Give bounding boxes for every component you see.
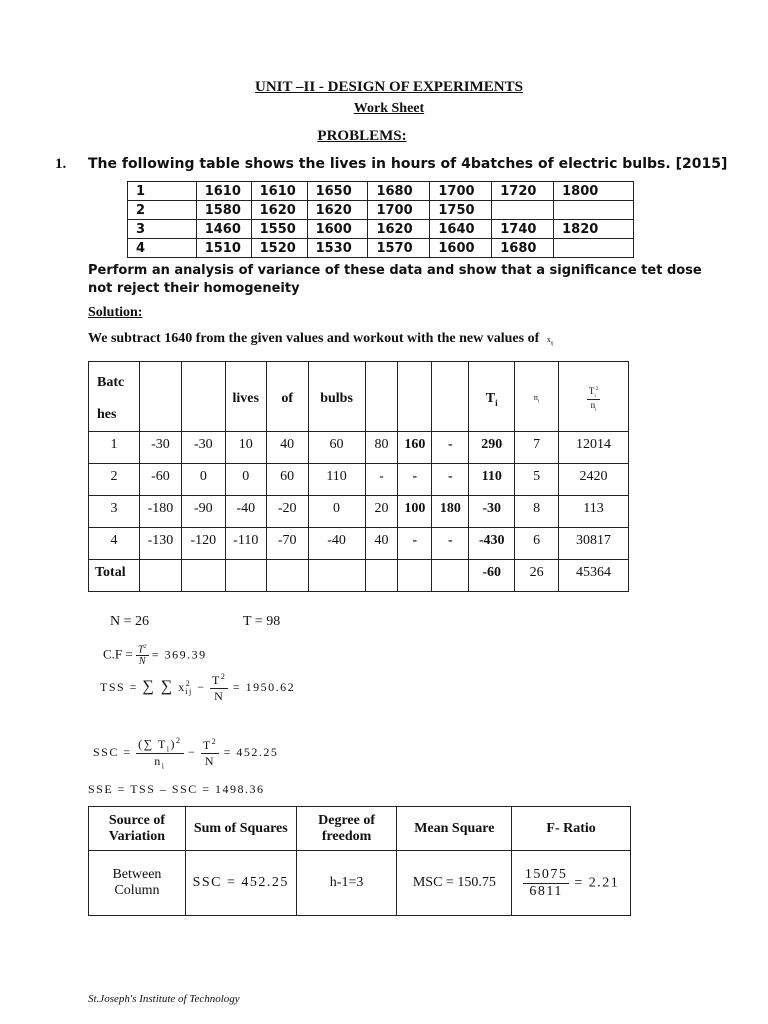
coded-value-cell: 100 [398, 496, 432, 528]
ni-cell: 6 [515, 528, 559, 560]
life-value-cell: 1650 [307, 182, 368, 201]
coded-value-cell: 10 [225, 432, 266, 464]
anova-f-ratio: $\frac{15075}{6811}$ = 2.21 [512, 851, 631, 916]
coded-value-cell: -40 [225, 496, 266, 528]
bulb-lives-row [128, 239, 634, 258]
coded-value-cell: 60 [266, 464, 308, 496]
xij-symbol: $x_{ij}$ [546, 335, 554, 347]
ni-cell: 5 [515, 464, 559, 496]
total-blank-cell [308, 560, 365, 592]
coded-value-cell: - [432, 464, 469, 496]
coded-value-cell: 110 [308, 464, 365, 496]
coded-value-cell: 0 [181, 464, 225, 496]
anova-header-row [89, 807, 631, 851]
anova-header-df: Degree of freedom [296, 807, 397, 851]
life-value-cell [554, 239, 634, 258]
anova-table [88, 806, 631, 916]
n-value: N = 26 [110, 614, 150, 629]
ti2-over-ni-cell: 113 [559, 496, 629, 528]
life-value-cell: 1600 [307, 220, 368, 239]
total-blank-cell [266, 560, 308, 592]
batch-number-cell: 1 [128, 182, 197, 201]
coded-total-row [89, 560, 629, 592]
footer-institution: St.Joseph's Institute of Technology [88, 993, 240, 1005]
life-value-cell: 1510 [196, 239, 251, 258]
coded-value-cell: -90 [181, 496, 225, 528]
life-value-cell [554, 201, 634, 220]
coded-value-cell: - [398, 464, 432, 496]
header-ti2-over-ni: $\frac{T_i^2}{n_i}$ [559, 362, 629, 432]
bulb-lives-table [127, 181, 634, 258]
life-value-cell: 1680 [492, 239, 554, 258]
life-value-cell: 1620 [251, 201, 307, 220]
total-ni: 26 [515, 560, 559, 592]
t-value: T = 98 [243, 614, 281, 629]
life-value-cell: 1520 [251, 239, 307, 258]
anova-msc: MSC = 150.75 [397, 851, 512, 916]
coded-row [89, 464, 629, 496]
life-value-cell: 1580 [196, 201, 251, 220]
problem-statement: The following table shows the lives in hours of 4batches of electric bulbs. [2015] [88, 156, 728, 172]
anova-ssc: SSC = 452.25 [185, 851, 296, 916]
problems-heading: PROBLEMS: [317, 128, 407, 144]
life-value-cell: 1820 [554, 220, 634, 239]
batch-number-cell: 2 [89, 464, 140, 496]
anova-header-f-ratio: F- Ratio [512, 807, 631, 851]
total-ratio: 45364 [559, 560, 629, 592]
coded-value-cell: - [365, 464, 398, 496]
problem-number: 1. [55, 156, 67, 172]
coded-row [89, 496, 629, 528]
bulb-lives-row [128, 182, 634, 201]
batch-number-cell: 4 [89, 528, 140, 560]
coded-row [89, 528, 629, 560]
coded-value-cell: - [398, 528, 432, 560]
total-blank-cell [181, 560, 225, 592]
coded-value-cell: 60 [308, 432, 365, 464]
coded-value-cell: -120 [181, 528, 225, 560]
anova-header-mean-square: Mean Square [397, 807, 512, 851]
total-blank-cell [398, 560, 432, 592]
batch-number-cell: 3 [128, 220, 197, 239]
anova-source: Between Column [89, 851, 186, 916]
ti-cell: 290 [469, 432, 515, 464]
coded-value-cell: -60 [139, 464, 181, 496]
cf-equation: C.F = $\frac{T^2}{N}$ = 369.39 [103, 644, 207, 668]
header-blank [432, 362, 469, 432]
life-value-cell: 1700 [430, 182, 492, 201]
coded-value-cell: -20 [266, 496, 308, 528]
coded-value-cell: - [432, 432, 469, 464]
coded-value-cell: 40 [365, 528, 398, 560]
ni-cell: 7 [515, 432, 559, 464]
life-value-cell: 1700 [368, 201, 430, 220]
life-value-cell: 1800 [554, 182, 634, 201]
life-value-cell: 1460 [196, 220, 251, 239]
coded-value-cell: -130 [139, 528, 181, 560]
header-lives: lives [225, 362, 266, 432]
batch-number-cell: 1 [89, 432, 140, 464]
life-value-cell: 1680 [368, 182, 430, 201]
total-ti: -60 [469, 560, 515, 592]
ssc-equation: SSC = $\frac{(\sum T_i)^2}{n_i}$ − $\frac{T^2}{N}$ = 452.25 [93, 736, 279, 771]
ti-cell: -430 [469, 528, 515, 560]
ti2-over-ni-cell: 30817 [559, 528, 629, 560]
coded-value-cell: - [432, 528, 469, 560]
life-value-cell: 1600 [430, 239, 492, 258]
total-blank-cell [139, 560, 181, 592]
coded-value-cell: -110 [225, 528, 266, 560]
batches-header: Batc hes [89, 362, 140, 432]
task-statement: Perform an analysis of variance of these data and show that a significance tet dose not reject their homogeneity [88, 263, 702, 296]
sse-equation: SSE = TSS – SSC = 1498.36 [88, 782, 265, 796]
header-ti: $T_i$ [469, 362, 515, 432]
life-value-cell: 1720 [492, 182, 554, 201]
ti2-over-ni-cell: 2420 [559, 464, 629, 496]
coded-value-cell: 180 [432, 496, 469, 528]
coded-value-cell: -30 [139, 432, 181, 464]
total-label: Total [89, 560, 140, 592]
life-value-cell: 1610 [196, 182, 251, 201]
coded-value-cell: -70 [266, 528, 308, 560]
header-of: of [266, 362, 308, 432]
total-blank-cell [432, 560, 469, 592]
header-ni: $n_i$ [515, 362, 559, 432]
coded-value-cell: 80 [365, 432, 398, 464]
coded-value-cell: -40 [308, 528, 365, 560]
coded-value-cell: 0 [308, 496, 365, 528]
bulb-lives-row [128, 220, 634, 239]
header-bulbs: bulbs [308, 362, 365, 432]
solution-label: Solution: [88, 305, 143, 320]
coded-row [89, 432, 629, 464]
anova-between-row [89, 851, 631, 916]
solution-intro [88, 331, 554, 347]
header-blank [181, 362, 225, 432]
batch-number-cell: 2 [128, 201, 197, 220]
batch-number-cell: 3 [89, 496, 140, 528]
batch-number-cell: 4 [128, 239, 197, 258]
worksheet-subtitle: Work Sheet [353, 101, 425, 116]
header-blank [139, 362, 181, 432]
anova-header-source: Source of Variation [89, 807, 186, 851]
total-blank-cell [225, 560, 266, 592]
ti2-over-ni-cell: 12014 [559, 432, 629, 464]
bulb-lives-row [128, 201, 634, 220]
life-value-cell: 1570 [368, 239, 430, 258]
coded-header-row [89, 362, 629, 432]
coded-values-table [88, 361, 629, 592]
tss-equation: TSS = ∑ ∑ $x^2_{ij}$ − $\frac{T^2}{N}$ = 1950.62 [100, 672, 296, 703]
life-value-cell: 1530 [307, 239, 368, 258]
anova-df: h-1=3 [296, 851, 397, 916]
coded-value-cell: -180 [139, 496, 181, 528]
life-value-cell [492, 201, 554, 220]
life-value-cell: 1550 [251, 220, 307, 239]
coded-value-cell: 40 [266, 432, 308, 464]
life-value-cell: 1740 [492, 220, 554, 239]
unit-title: UNIT –II - DESIGN OF EXPERIMENTS [255, 79, 523, 95]
life-value-cell: 1620 [307, 201, 368, 220]
coded-value-cell: 160 [398, 432, 432, 464]
life-value-cell: 1610 [251, 182, 307, 201]
coded-value-cell: -30 [181, 432, 225, 464]
coded-value-cell: 0 [225, 464, 266, 496]
life-value-cell: 1640 [430, 220, 492, 239]
solution-intro-text: We subtract 1640 from the given values and workout with the new values of [88, 331, 540, 346]
life-value-cell: 1620 [368, 220, 430, 239]
ti-cell: 110 [469, 464, 515, 496]
life-value-cell: 1750 [430, 201, 492, 220]
header-blank [365, 362, 398, 432]
ni-cell: 8 [515, 496, 559, 528]
coded-value-cell: 20 [365, 496, 398, 528]
header-blank [398, 362, 432, 432]
anova-header-sum-squares: Sum of Squares [185, 807, 296, 851]
ti-cell: -30 [469, 496, 515, 528]
total-blank-cell [365, 560, 398, 592]
